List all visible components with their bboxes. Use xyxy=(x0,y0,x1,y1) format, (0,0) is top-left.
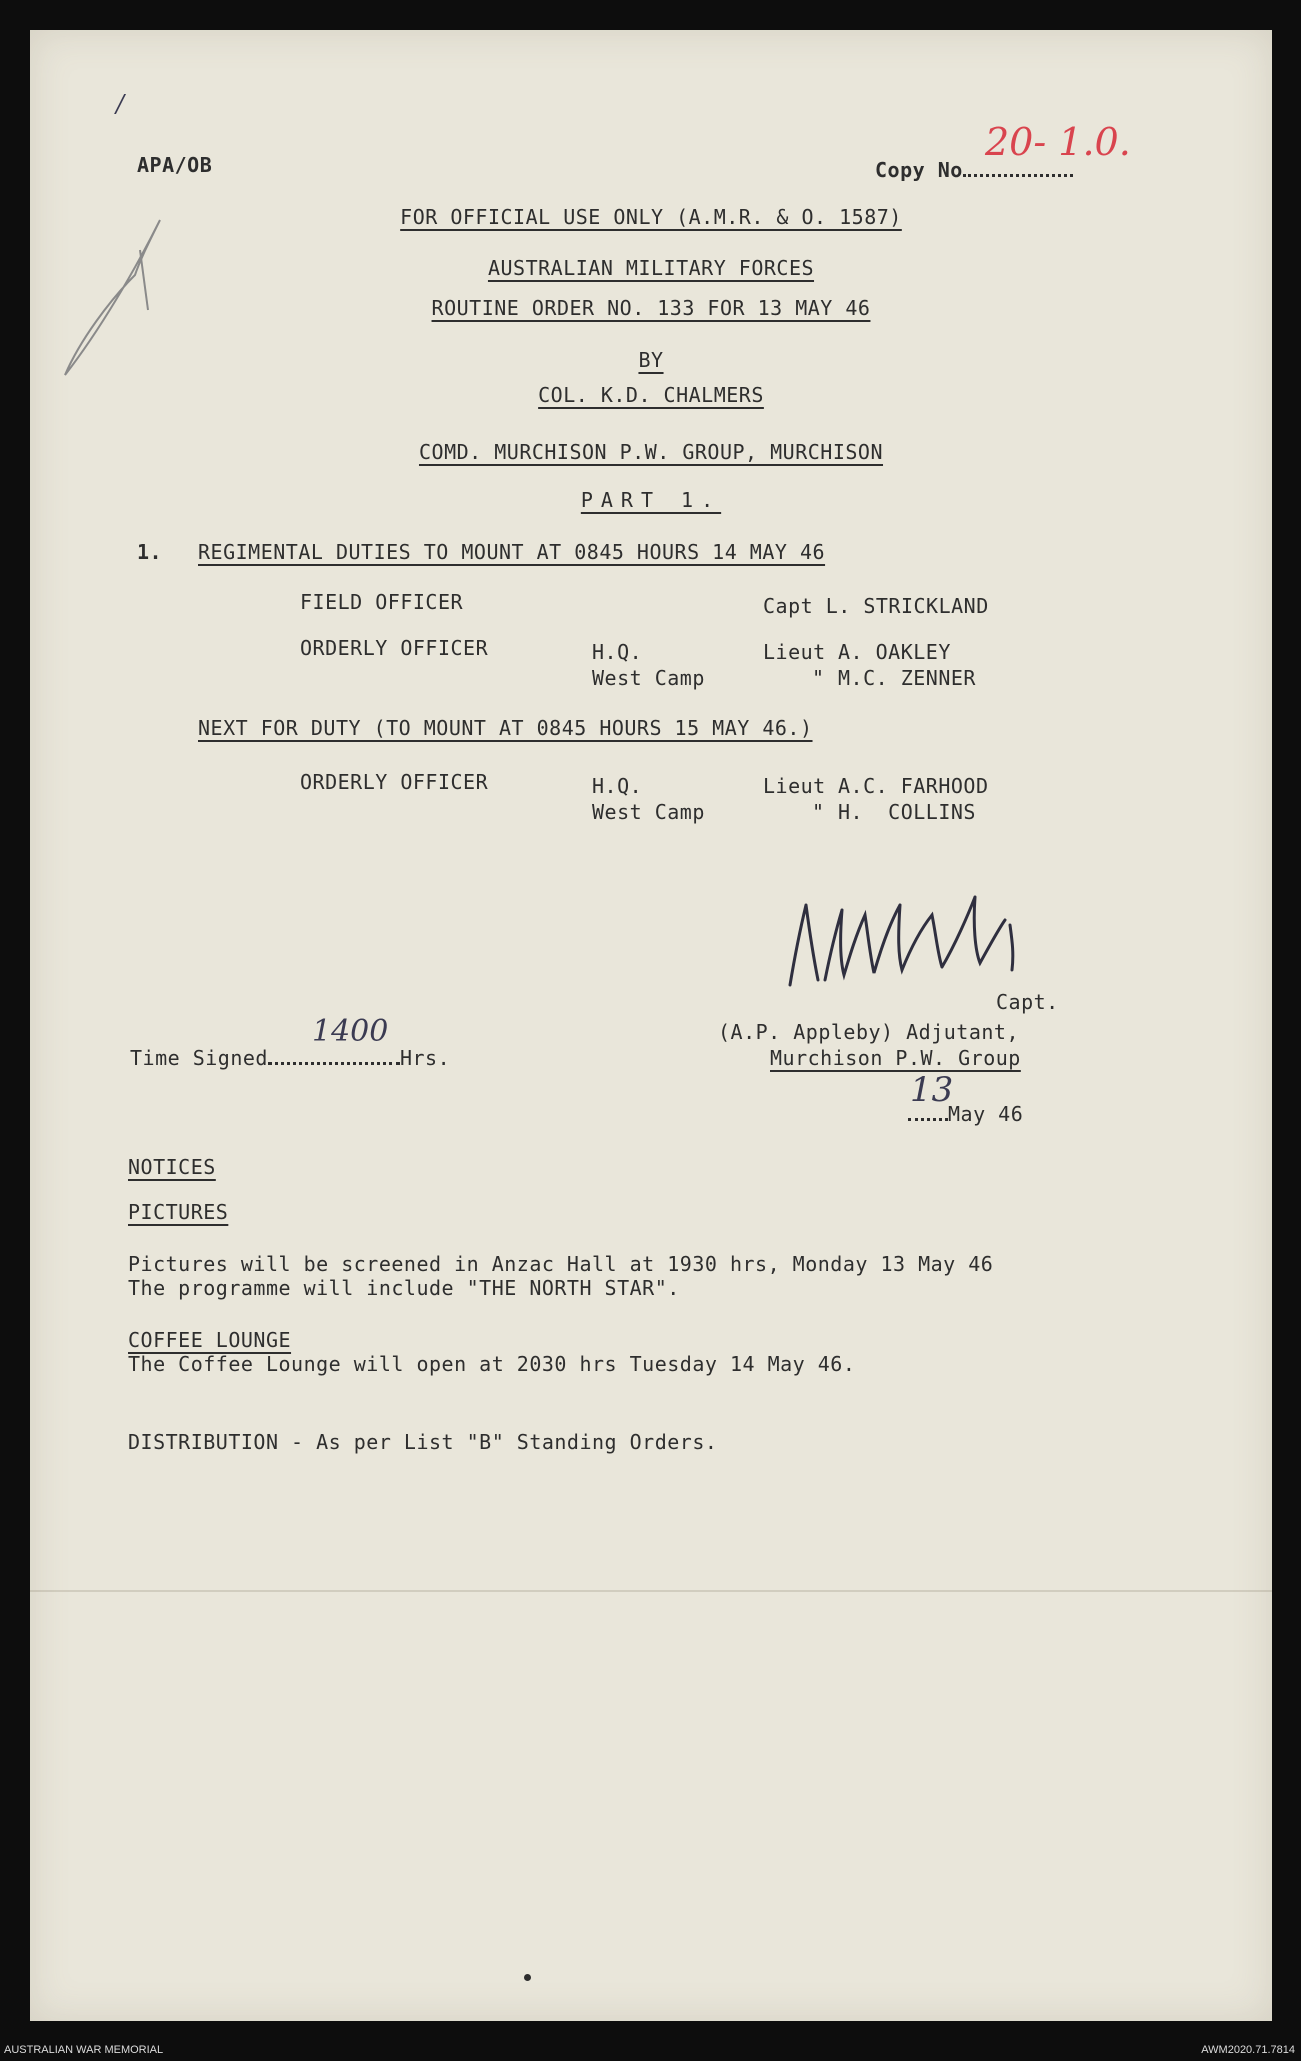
next-ditto-mark: " xyxy=(812,800,825,824)
duty-officer-hq: A. OAKLEY xyxy=(838,640,951,664)
handwritten-signature xyxy=(770,875,1100,1005)
document-page xyxy=(30,30,1272,2021)
signatory-unit: Murchison P.W. Group xyxy=(770,1046,1021,1070)
next-duty-officer-west: H. COLLINS xyxy=(838,800,976,824)
footer-accession-number: AWM2020.71.7814 xyxy=(1201,2044,1295,2056)
pictures-heading: PICTURES xyxy=(128,1200,229,1224)
margin-mark: / xyxy=(116,90,125,118)
routine-order-line: ROUTINE ORDER NO. 133 FOR 13 MAY 46 xyxy=(431,296,871,320)
distribution-line: DISTRIBUTION - As per List "B" Standing Orders. xyxy=(128,1430,718,1454)
notices-heading: NOTICES xyxy=(128,1155,216,1179)
official-use-line: FOR OFFICIAL USE ONLY (A.M.R. & O. 1587) xyxy=(400,205,902,229)
part-heading: PART 1. xyxy=(580,488,722,512)
next-location-hq: H.Q. xyxy=(592,774,643,798)
command-line: COMD. MURCHISON P.W. GROUP, MURCHISON xyxy=(418,440,884,464)
next-duty-officer-hq: A.C. FARHOOD xyxy=(838,774,989,798)
location-hq: H.Q. xyxy=(592,640,643,664)
footer-credit: AUSTRALIAN WAR MEMORIAL xyxy=(4,2044,164,2056)
ditto-mark: " xyxy=(812,666,825,690)
section-heading: REGIMENTAL DUTIES TO MOUNT AT 0845 HOURS 14 MAY 46 xyxy=(198,540,826,564)
field-officer-label: FIELD OFFICER xyxy=(300,590,464,614)
coffee-lounge-text: The Coffee Lounge will open at 2030 hrs Tuesday 14 May 46. xyxy=(128,1352,856,1376)
date-signed: May 46 xyxy=(908,1102,1023,1126)
signatory-name: (A.P. Appleby) Adjutant, xyxy=(718,1020,1019,1044)
file-reference: APA/OB xyxy=(137,153,213,177)
field-officer-name: Capt L. STRICKLAND xyxy=(763,594,989,618)
next-orderly-officer-label: ORDERLY OFFICER xyxy=(300,770,489,794)
pictures-text-line1: Pictures will be screened in Anzac Hall at 1930 hrs, Monday 13 May 46 xyxy=(128,1252,994,1276)
section-number: 1. xyxy=(137,540,163,564)
time-signed-label: Time Signed Hrs. xyxy=(130,1046,451,1070)
next-location-west-camp: West Camp xyxy=(592,800,705,824)
coffee-lounge-heading: COFFEE LOUNGE xyxy=(128,1328,292,1352)
by-line: BY xyxy=(638,348,664,372)
pictures-text-line2: The programme will include "THE NORTH STAR". xyxy=(128,1276,680,1300)
copy-number-label: Copy No xyxy=(875,158,1073,182)
hole-punch-dot xyxy=(524,1974,531,1981)
forces-line: AUSTRALIAN MILITARY FORCES xyxy=(487,256,815,280)
date-signed-value: 13 xyxy=(910,1070,954,1110)
next-for-duty-heading: NEXT FOR DUTY (TO MOUNT AT 0845 HOURS 15 MAY 46.) xyxy=(198,716,813,740)
location-west-camp: West Camp xyxy=(592,666,705,690)
rank-lieut: Lieut xyxy=(763,640,826,664)
commander-line: COL. K.D. CHALMERS xyxy=(538,383,764,407)
orderly-officer-label: ORDERLY OFFICER xyxy=(300,636,489,660)
copy-number-handwritten: 20- 1.0. xyxy=(985,120,1131,164)
fold-crease xyxy=(30,1590,1272,1592)
time-signed-value: 1400 xyxy=(312,1014,389,1049)
next-rank-lieut: Lieut xyxy=(763,774,826,798)
signatory-rank: Capt. xyxy=(996,990,1059,1014)
duty-officer-west: M.C. ZENNER xyxy=(838,666,976,690)
